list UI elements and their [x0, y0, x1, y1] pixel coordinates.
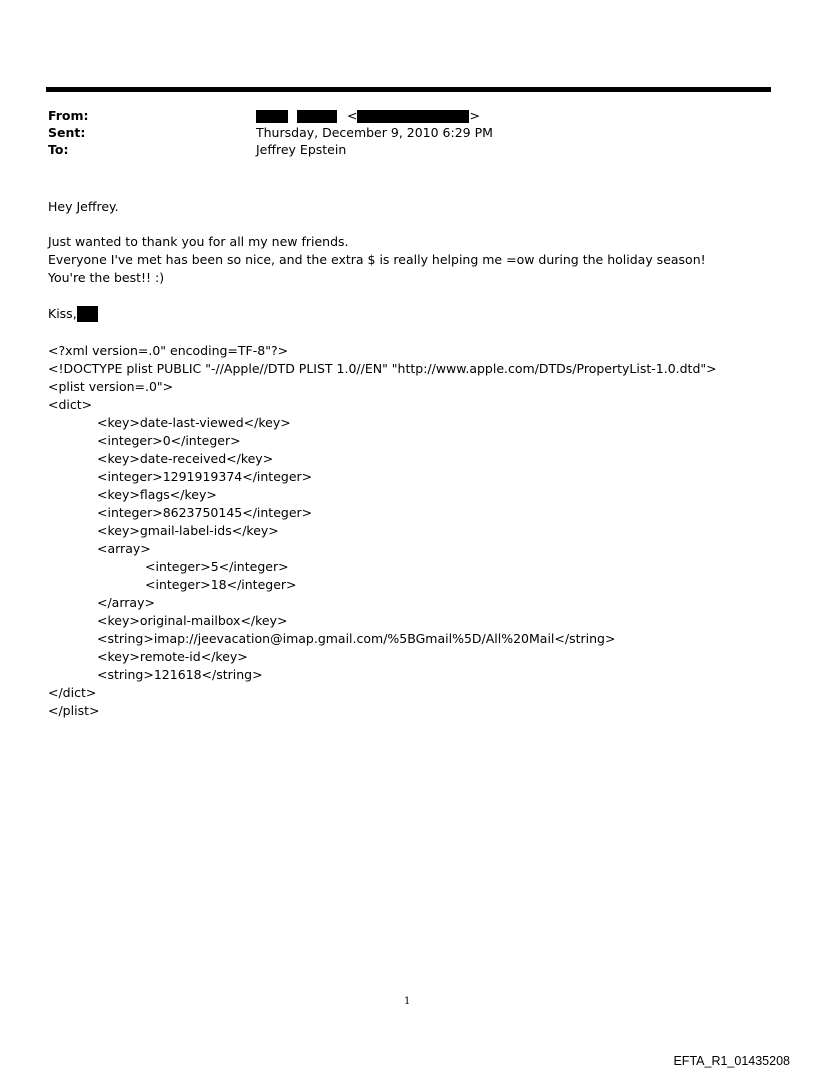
plist-open-tag: <plist version=.0"> [48, 379, 174, 394]
dict-close-tag: </dict> [48, 685, 97, 700]
redaction-block [297, 110, 337, 123]
header-rule [46, 87, 771, 92]
plist-entry: <key>remote-id</key> [97, 649, 248, 664]
to-label: To: [48, 142, 69, 157]
message-greeting: Hey Jeffrey. [48, 199, 119, 214]
plist-entry: <key>date-received</key> [97, 451, 274, 466]
redaction-block [77, 306, 98, 322]
signoff-text: Kiss, [48, 306, 77, 321]
message-line: Just wanted to thank you for all my new friends. [48, 234, 349, 249]
message-line: Everyone I've met has been so nice, and the extra $ is really helping me =ow during the holiday season! [48, 252, 706, 267]
from-value [256, 108, 480, 124]
plist-entry: <key>date-last-viewed</key> [97, 415, 291, 430]
bates-number: EFTA_R1_01435208 [673, 1054, 790, 1068]
plist-xml-declaration: <?xml version=.0" encoding=TF-8"?> [48, 343, 289, 358]
plist-entry: <array> [97, 541, 151, 556]
plist-entry: <string>121618</string> [97, 667, 263, 682]
plist-array-item: <integer>18</integer> [145, 577, 297, 592]
sent-value: Thursday, December 9, 2010 6:29 PM [256, 125, 493, 140]
from-close-bracket: > [469, 108, 480, 123]
plist-entry: <integer>1291919374</integer> [97, 469, 313, 484]
redaction-block [256, 110, 288, 123]
to-value: Jeffrey Epstein [256, 142, 347, 157]
plist-entry: <key>flags</key> [97, 487, 217, 502]
plist-close-tag: </plist> [48, 703, 100, 718]
from-label: From: [48, 108, 89, 123]
plist-entry: <key>gmail-label-ids</key> [97, 523, 279, 538]
plist-entry: <integer>0</integer> [97, 433, 241, 448]
plist-entry: <string>imap://jeevacation@imap.gmail.com/%5BGmail%5D/All%20Mail</string> [97, 631, 616, 646]
message-line: You're the best!! :) [48, 270, 165, 285]
plist-array-item: <integer>5</integer> [145, 559, 289, 574]
plist-entry: </array> [97, 595, 155, 610]
plist-entry: <key>original-mailbox</key> [97, 613, 288, 628]
plist-doctype: <!DOCTYPE plist PUBLIC "-//Apple//DTD PLIST 1.0//EN" "http://www.apple.com/DTDs/PropertyList-1.0.dtd"> [48, 361, 717, 376]
redaction-block [357, 110, 469, 123]
dict-open-tag: <dict> [48, 397, 93, 412]
from-open-bracket: < [346, 108, 358, 123]
sent-label: Sent: [48, 125, 86, 140]
message-signoff [48, 306, 98, 322]
page-number: 1 [404, 996, 411, 1007]
plist-entry: <integer>8623750145</integer> [97, 505, 313, 520]
